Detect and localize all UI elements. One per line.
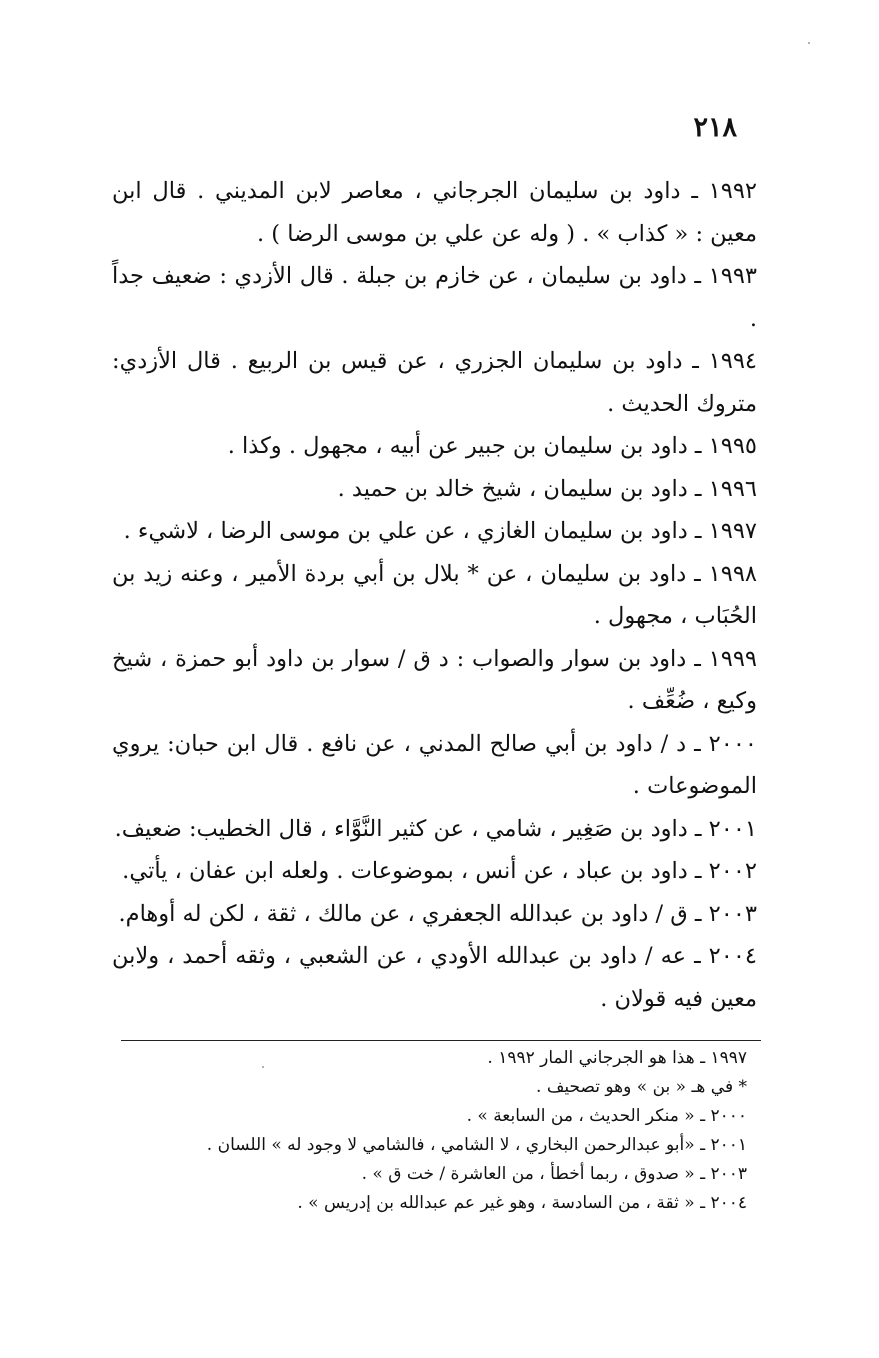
footnote-2003: ٢٠٠٣ ـ « صدوق ، ربما أخطأ ، من العاشرة / خت ق » . <box>361 1164 747 1184</box>
entry-1997: ١٩٩٧ ـ داود بن سليمان الغازي ، عن علي بن موسى الرضا ، لاشيء . <box>123 518 757 544</box>
footnote-divider <box>121 1040 761 1041</box>
entry-1999: ١٩٩٩ ـ داود بن سوار والصواب : د ق / سوار بن داود أبو حمزة ، شيخ وكيع ، ضُعِّف . <box>112 645 757 714</box>
scan-speck <box>262 1066 264 1068</box>
footnotes-list <box>117 1044 747 1218</box>
scan-speck <box>808 42 810 44</box>
entry-2002: ٢٠٠٢ ـ داود بن عباد ، عن أنس ، بموضوعات . ولعله ابن عفان ، يأتي. <box>122 858 757 884</box>
entry-1995: ١٩٩٥ ـ داود بن سليمان بن جبير عن أبيه ، مجهول . وكذا . <box>227 433 757 459</box>
entry-2000: ٢٠٠٠ ـ د / داود بن أبي صالح المدني ، عن نافع . قال ابن حبان: يروي الموضوعات . <box>112 730 757 799</box>
entry-1996: ١٩٩٦ ـ داود بن سليمان ، شيخ خالد بن حميد . <box>337 475 757 502</box>
footnote-2000: ٢٠٠٠ ـ « منكر الحديث ، من السابعة » . <box>466 1106 747 1126</box>
footnote-2004: ٢٠٠٤ ـ « ثقة ، من السادسة ، وهو غير عم عبدالله بن إدريس » . <box>297 1193 747 1213</box>
entries-list <box>112 170 757 1020</box>
entry-1992: ١٩٩٢ ـ داود بن سليمان الجرجاني ، معاصر لابن المديني . قال ابن معين : « كذاب » . ( وله عن علي بن موسى الرضا ) . <box>112 178 757 247</box>
footnote-star: * في هـ « بن » وهو تصحيف . <box>536 1077 747 1097</box>
entry-1993: ١٩٩٣ ـ داود بن سليمان ، عن خازم بن جبلة . قال الأزدي : ضعيف جداً . <box>112 263 757 332</box>
entry-2001: ٢٠٠١ ـ داود بن صَغِير ، شامي ، عن كثير النَّوَّاء ، قال الخطيب: ضعيف. <box>114 815 757 842</box>
footnote-1997: ١٩٩٧ ـ هذا هو الجرجاني المار ١٩٩٢ . <box>487 1048 747 1068</box>
entry-2004: ٢٠٠٤ ـ عه / داود بن عبدالله الأودي ، عن الشعبي ، وثقه أحمد ، ولابن معين فيه قولان . <box>112 943 757 1012</box>
entry-2003: ٢٠٠٣ ـ ق / داود بن عبدالله الجعفري ، عن مالك ، ثقة ، لكن له أوهام. <box>118 900 757 927</box>
footnote-2001: ٢٠٠١ ـ «أبو عبدالرحمن البخاري ، لا الشامي ، فالشامي لا وجود له » اللسان . <box>206 1135 747 1155</box>
entry-1998: ١٩٩٨ ـ داود بن سليمان ، عن * بلال بن أبي بردة الأمير ، وعنه زيد بن الحُبَاب ، مجهول . <box>112 560 757 629</box>
page-number: ٢١٨ <box>693 112 737 143</box>
entry-1994: ١٩٩٤ ـ داود بن سليمان الجزري ، عن قيس بن الربيع . قال الأزدي: متروك الحديث . <box>112 348 757 417</box>
